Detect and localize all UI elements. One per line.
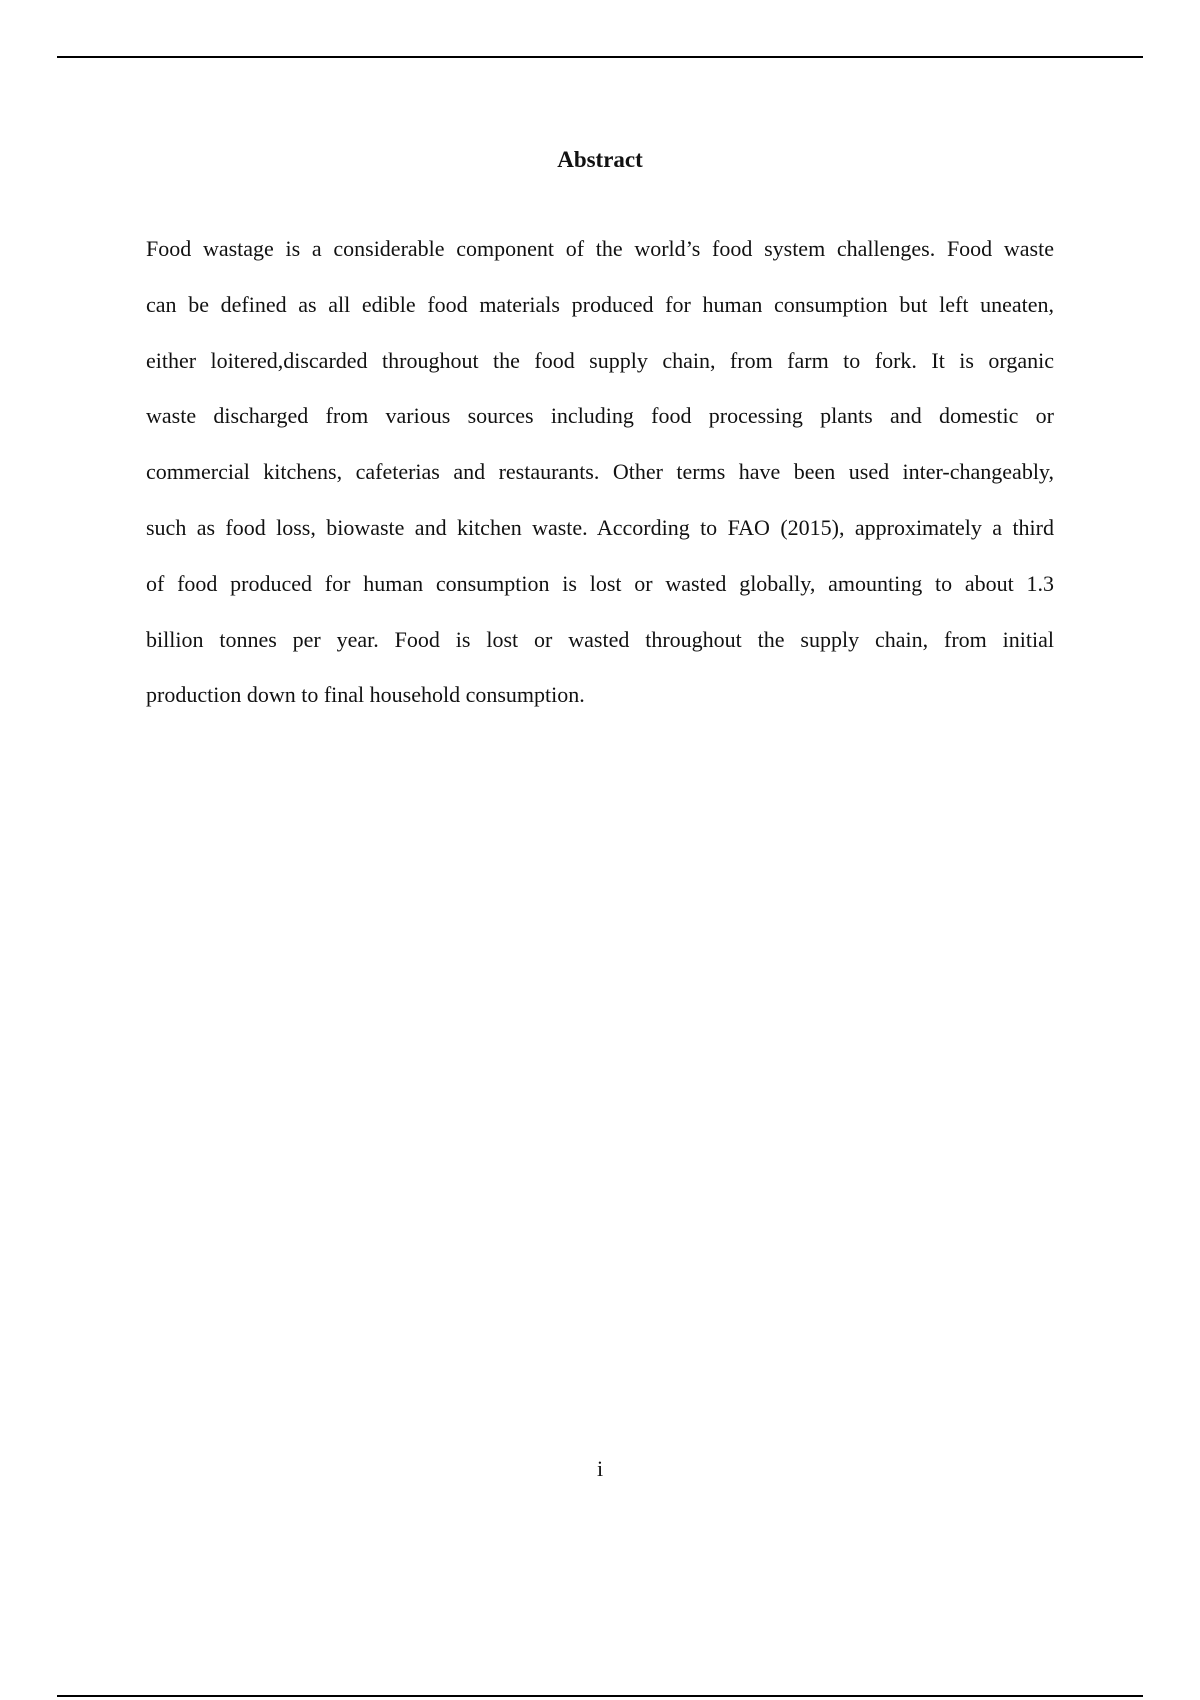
paragraph-line: either loitered,discarded throughout the food supply chain, from farm to fork. It is organic xyxy=(146,347,1054,373)
paragraph-line: waste discharged from various sources including food processing plants and domestic or xyxy=(146,403,1054,429)
paragraph-line: Food wastage is a considerable component of the world’s food system challenges. Food waste xyxy=(146,236,1054,261)
header-rule xyxy=(57,56,1143,58)
paragraph-line: production down to final household consumption. xyxy=(146,682,585,708)
page-number: i xyxy=(596,1456,604,1481)
footer-rule xyxy=(57,1695,1143,1697)
paragraph-line: billion tonnes per year. Food is lost or wasted throughout the supply chain, from initial xyxy=(146,626,1054,652)
abstract-paragraph xyxy=(146,221,1054,723)
abstract-heading: Abstract xyxy=(557,147,643,172)
page-body xyxy=(146,140,1054,723)
paragraph-line: commercial kitchens, cafeterias and restaurants. Other terms have been used inter-changeably, xyxy=(146,459,1054,485)
paragraph-line: of food produced for human consumption is lost or wasted globally, amounting to about 1.3 xyxy=(146,570,1054,596)
paragraph-line: can be defined as all edible food materials produced for human consumption but left uneaten, xyxy=(146,291,1054,317)
paragraph-line: such as food loss, biowaste and kitchen waste. According to FAO (2015), approximately a third xyxy=(146,514,1054,540)
